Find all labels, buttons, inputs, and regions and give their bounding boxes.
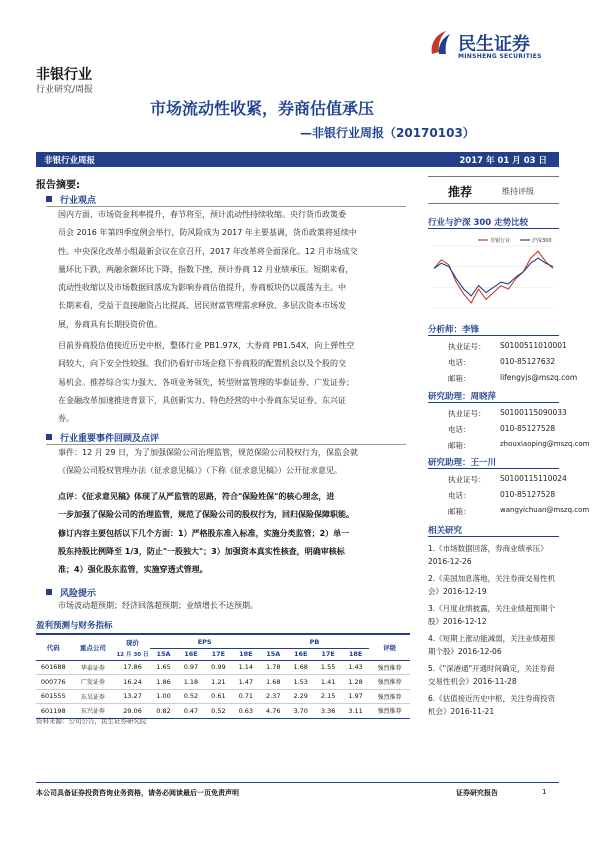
- assistant1-cert: S0100115090033: [500, 408, 567, 417]
- trend-chart: [428, 232, 559, 314]
- text-line: 股东持股比例降至 1/3，防止"一股独大"；3）加强资本真实性核查，明确审核标: [58, 546, 345, 556]
- chart-series-line-1: [434, 258, 553, 296]
- cell-value: 0.99: [211, 663, 226, 672]
- header-price-date: 12 月 30 日: [116, 651, 149, 658]
- cell-value: 1.28: [348, 677, 363, 686]
- cell-value: 0.63: [238, 706, 254, 715]
- assistant1-email-label: 邮箱：: [448, 441, 471, 450]
- cell-price: 13.27: [123, 692, 142, 701]
- analyst-phone-label: 电话：: [448, 358, 471, 367]
- table-row: [36, 675, 410, 690]
- text-line: 券。: [58, 414, 74, 424]
- table-header-row-1: [36, 636, 410, 648]
- chart-series-line-0: [434, 251, 553, 303]
- analyst-email[interactable]: lifengyjs@mszq.com: [500, 373, 578, 382]
- cell-rating: 强烈推荐: [377, 664, 402, 672]
- view-paragraph: [58, 206, 410, 334]
- cell-value: 1.68: [293, 663, 308, 672]
- header-bar: [36, 152, 559, 167]
- cell-value: 0.52: [183, 692, 199, 701]
- forecast-title-bar: [36, 619, 410, 635]
- text-line: 流动性收缩以及市场数据回落成为影响券商估值提升，券商板块仍以震荡为主。中: [58, 283, 346, 293]
- cell-value: 3.11: [348, 706, 363, 715]
- cell-value: 1.14: [238, 663, 254, 672]
- footer-disclaimer: 本公司具备证券投资咨询业务资格，请务必阅读最后一页免责声明: [36, 789, 239, 797]
- footer-divider: [36, 782, 559, 783]
- assistant2-head: 研究助理：王一川: [428, 458, 497, 468]
- header-price: 现价: [126, 638, 140, 647]
- assistant1-phone: 010-85127528: [500, 424, 556, 433]
- header-company: 重点公司: [79, 644, 106, 653]
- related-item[interactable]: 6.《估值接近历史中枢，关注券商投资机会》2016-11-21: [428, 694, 556, 716]
- divider: [428, 468, 559, 469]
- header-rating: 评级: [383, 644, 397, 653]
- analyst-phone: 010-85127632: [500, 357, 556, 366]
- forecast-table: [36, 636, 410, 719]
- cell-value: 3.36: [320, 706, 336, 715]
- cell-value: 0.82: [156, 706, 171, 715]
- cell-value: 2.37: [266, 692, 281, 701]
- analyst-head: 分析师：李锋: [428, 325, 480, 335]
- comment-paragraph: [58, 488, 410, 579]
- text-line: 长期来看，受益于直接融资占比提高、居民财富管理需求释放、多层次资本市场发: [58, 301, 346, 311]
- section-head-view: [46, 193, 96, 206]
- risk-text: 市场波动超预期；经济回落超预期；业绩增长不达预期。: [58, 601, 258, 610]
- cell-company: 东吴证券: [80, 693, 105, 701]
- cell-value: 0.71: [238, 692, 254, 701]
- cell-value: 1.53: [293, 677, 308, 686]
- assistant1-cert-label: 执业证号：: [448, 409, 486, 418]
- text-line: 事件：12 月 29 日，为了加强保险公司治理监管，规范保险公司股权行为，保监会就: [58, 448, 358, 457]
- cell-value: 0.47: [183, 706, 199, 715]
- cell-price: 17.86: [123, 663, 142, 672]
- cell-code: 000776: [40, 677, 66, 686]
- assistant1-email[interactable]: zhouxiaoping@mszq.com: [500, 440, 590, 448]
- logo-text-cn: 民生证券: [458, 34, 530, 55]
- divider: [428, 228, 559, 229]
- cell-company: 华泰证券: [80, 664, 105, 672]
- header-year: 15A: [266, 650, 281, 658]
- text-line: 间较大，向下安全性较强。我们仍看好市场企稳下券商股的配置机会以及个股的交: [58, 359, 346, 369]
- assistant1-phone-label: 电话：: [448, 425, 471, 434]
- cell-code: 601198: [40, 706, 66, 715]
- analyst-cert-label: 执业证号：: [448, 342, 486, 351]
- assistant2-phone-label: 电话：: [448, 491, 471, 500]
- related-item[interactable]: 5.《"深港通"开通时间确定，关注券商交易性机会》2016-11-28: [428, 664, 555, 686]
- cell-value: 0.52: [211, 706, 226, 715]
- rating-maintain: 维持评级: [502, 187, 534, 196]
- cell-value: 1.47: [238, 677, 254, 686]
- forecast-title: 盈利预测与财务指标: [36, 621, 113, 631]
- header-code: 代码: [46, 644, 60, 653]
- report-title: 市场流动性收紧，券商估值承压: [150, 99, 375, 118]
- cell-code: 601688: [40, 663, 66, 672]
- divider: [428, 335, 559, 336]
- cell-value: 1.43: [348, 663, 363, 672]
- text-line: 《保险公司股权管理办法（征求意见稿）》（下称《征求意见稿》）公开征求意见。: [58, 466, 342, 476]
- cell-value: 0.97: [183, 663, 199, 672]
- text-line: 准；4）强化股东监管，实施穿透式管理。: [58, 565, 208, 575]
- text-line: 易机会。推荐综合实力强大、各项业务领先，转型财富管理的华泰证券、广发证券；: [58, 377, 354, 387]
- text-line: 性。中央深化改革小组最新会议在京召开，2017 年改革将全面深化。12 月市场成交: [58, 246, 358, 256]
- bar-date: 2017 年 01 月 03 日: [459, 156, 547, 166]
- text-line: 国内方面，市场资金利率提升，春节将至，预计流动性持续收缩。央行货币政策委: [58, 210, 346, 219]
- cell-rating: 强烈推荐: [377, 679, 402, 687]
- table-source: 资料来源：公司公告，民生证券研究院: [36, 717, 147, 725]
- bullet-square-icon: [46, 434, 52, 440]
- legend-label-b: 沪深300: [532, 238, 552, 244]
- rating-value: 推荐: [448, 185, 473, 199]
- forecast-table-body: [36, 660, 410, 718]
- related-item[interactable]: 2.《美国加息落地，关注券商交易性机会》2016-12-19: [428, 574, 556, 596]
- header-year: 16E: [293, 650, 308, 658]
- report-subtitle: —非银行业周报（20170103）: [300, 126, 475, 140]
- assistant2-cert-label: 执业证号：: [448, 475, 486, 484]
- text-line: 员会 2016 年第四季度例会举行，防风险成为 2017 年主要基调，货币政策将延续中: [58, 228, 357, 238]
- cell-price: 16.24: [123, 677, 142, 686]
- bullet-square-icon: [46, 589, 52, 595]
- legend-label-a: 非银行业: [490, 238, 511, 244]
- assistant2-email[interactable]: wangyichuan@mszq.com: [500, 506, 590, 514]
- cell-value: 0.61: [211, 692, 226, 701]
- cell-value: 1.21: [211, 677, 226, 686]
- header-year: 17E: [321, 650, 335, 658]
- assistant1-head: 研究助理：周晓萍: [428, 392, 497, 402]
- cell-value: 4.76: [266, 706, 281, 715]
- cell-company: 东兴证券: [80, 708, 105, 716]
- header-year: 18E: [239, 650, 253, 658]
- assistant2-email-label: 邮箱：: [448, 507, 471, 516]
- assistant2-cert: S0100115110024: [500, 474, 567, 483]
- cell-price: 29.06: [123, 706, 142, 715]
- sector-name: 非银行业: [36, 67, 92, 83]
- text-line: 一步加强了保险公司的治理监管，规范了保险公司的股权行为，回归保险保障职能。: [58, 510, 354, 520]
- table-row: [36, 660, 410, 675]
- cell-value: 1.41: [320, 677, 336, 686]
- header-year: 16E: [184, 650, 198, 658]
- related-head: 相关研究: [428, 526, 463, 536]
- page-number: 1: [542, 788, 547, 796]
- cell-rating: 强烈推荐: [377, 693, 402, 701]
- analyst-email-label: 邮箱：: [448, 374, 471, 383]
- related-list: [428, 538, 559, 718]
- header-eps: EPS: [150, 636, 260, 648]
- divider: [428, 402, 559, 403]
- brand-logo: [428, 28, 578, 72]
- header-year: 15A: [156, 650, 171, 658]
- logo-mark-icon: [428, 28, 454, 58]
- related-item[interactable]: 3.《月度业绩披露，关注业绩超预期个股》2016-12-12: [428, 604, 556, 626]
- cell-value: 3.70: [293, 706, 308, 715]
- cell-code: 601555: [40, 692, 66, 701]
- summary-title: 报告摘要:: [36, 180, 80, 191]
- cell-value: 1.78: [266, 663, 281, 672]
- cell-value: 1.97: [348, 692, 363, 701]
- cell-company: 广发证券: [80, 679, 105, 687]
- cell-value: 1.86: [156, 677, 171, 686]
- divider: [428, 536, 559, 537]
- text-line: 修订内容主要包括以下几个方面：1）严格股东准入标准，实施分类监管；2）单一: [58, 528, 350, 538]
- text-line: 展，券商具有长期投资价值。: [58, 319, 162, 329]
- section-head-label: 行业重要事件回顾及点评: [60, 434, 160, 444]
- section-head-label: 风险提示: [60, 589, 97, 599]
- cell-value: 2.15: [320, 692, 336, 701]
- text-line: 点评：《征求意见稿》体现了从严监管的思路，符合"保险姓保"的核心理念，进: [58, 492, 335, 501]
- bar-report-name: 非银行业周报: [44, 156, 96, 166]
- table-row: [36, 689, 410, 704]
- cell-value: 1.00: [156, 692, 171, 701]
- divider: [36, 633, 410, 635]
- text-line: 量环比下跌，两融余额环比下降，指数下挫，预计券商 12 月业绩承压。短期来看，: [58, 264, 354, 274]
- valuation-paragraph: [58, 337, 410, 428]
- section-head-label: 行业观点: [60, 196, 97, 206]
- text-line: 在金融改革加速推进背景下，具创新实力、特色经营的中小券商东吴证券、东兴证: [58, 395, 346, 405]
- cell-value: 2.29: [293, 692, 308, 701]
- cell-value: 1.68: [266, 677, 281, 686]
- analyst-cert: S0100511010001: [500, 341, 567, 350]
- text-line: 目前券商股估值接近历史中枢，整体行业 PB1.97X，大券商 PB1.54X，向上弹性空: [58, 341, 355, 350]
- header-pb: PB: [260, 636, 370, 648]
- related-item[interactable]: 4.《短期上涨动能减弱，关注业绩超预期个股》2016-12-06: [428, 634, 556, 656]
- rating-box: [428, 176, 559, 204]
- assistant2-phone: 010-85127528: [500, 490, 556, 499]
- cell-value: 1.65: [156, 663, 171, 672]
- logo-text-en: MINSHENG SECURITIES: [458, 53, 542, 60]
- cell-value: 1.55: [320, 663, 336, 672]
- header-year: 18E: [348, 650, 363, 658]
- event-paragraph: [58, 444, 410, 481]
- header-year: 17E: [211, 650, 226, 658]
- cell-value: 1.18: [183, 677, 199, 686]
- related-item[interactable]: 1.《市场数据回落，券商业绩承压》2016-12-26: [428, 544, 548, 566]
- chart-title: 行业与沪深 300 走势比较: [428, 218, 529, 228]
- cell-rating: 强烈推荐: [377, 708, 402, 716]
- footer-report-type: 证券研究报告: [456, 789, 498, 797]
- doc-type: 行业研究/周报: [36, 85, 94, 95]
- bullet-square-icon: [46, 196, 52, 202]
- section-head-events: [46, 431, 159, 444]
- chart-legend: [478, 237, 552, 244]
